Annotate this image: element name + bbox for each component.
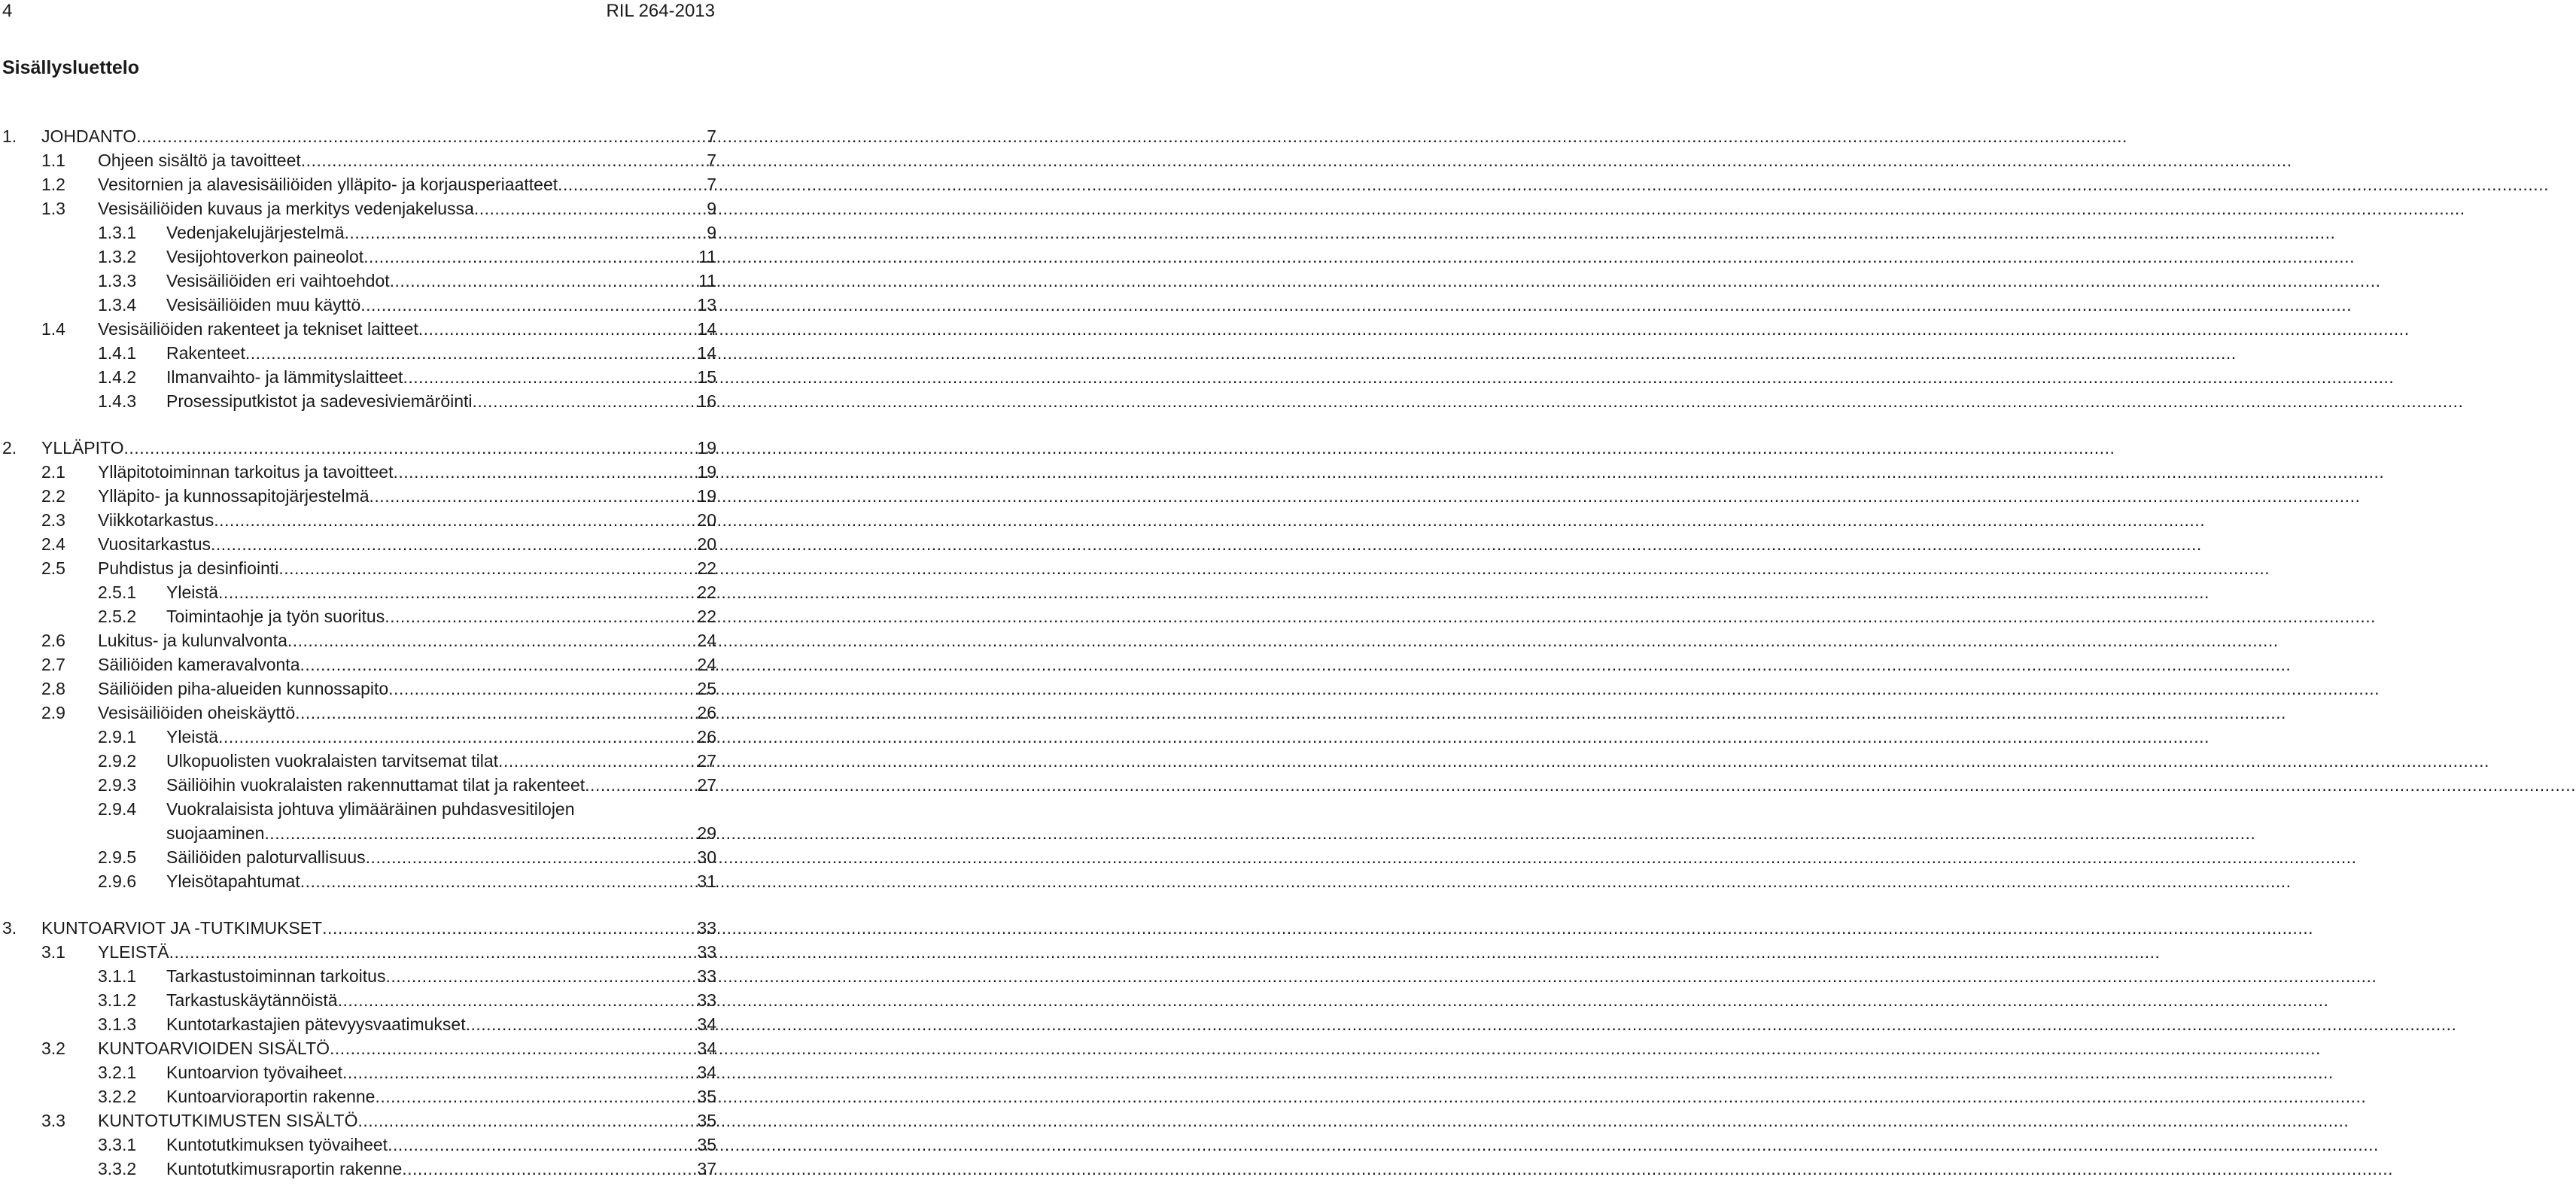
toc-entry [0, 581, 716, 605]
toc-entry-number: 1.3.2 [98, 247, 137, 266]
toc-entry-number: 2.9.3 [98, 775, 137, 795]
toc-entry-title: Vedenjakelujärjestelmä [166, 223, 345, 242]
dot-leader [214, 509, 696, 531]
toc-entry-number: 1.4 [41, 319, 65, 339]
toc-entry-number: 2.9.2 [98, 751, 137, 771]
toc-entry-page: 33 [697, 990, 716, 1010]
toc-entry-number: 3.1.2 [98, 990, 137, 1010]
dot-leader [585, 774, 696, 796]
dot-leader [498, 750, 696, 772]
toc-entry [0, 965, 716, 989]
toc-entry-title: Vesitornien ja alavesisäiliöiden ylläpito- ja korjausperiaatteet [98, 175, 558, 194]
toc-entry-page: 19 [697, 462, 716, 482]
toc-entry-title: Kuntotarkastajien pätevyysvaatimukset [166, 1014, 466, 1034]
toc-entry-page: 33 [697, 942, 716, 962]
toc-entry [0, 798, 716, 822]
toc-entry-page: 15 [697, 367, 716, 387]
dot-leader [245, 342, 697, 364]
toc-entry-title: Vuositarkastus [98, 534, 211, 554]
toc-entry-page: 19 [697, 438, 716, 458]
dot-leader [169, 941, 697, 963]
toc-entry [0, 989, 716, 1013]
toc-entry-page: 24 [697, 655, 716, 674]
toc-entry-title: Vesisäiliöiden eri vaihtoehdot [166, 271, 390, 290]
toc-entry-number: 2.1 [41, 462, 65, 482]
toc-entry-number: 2.5 [41, 558, 65, 578]
page-header [0, 0, 722, 23]
dot-leader [390, 269, 698, 292]
toc-entry-page: 11 [698, 271, 716, 290]
document-reference: RIL 264-2013 [606, 1, 715, 21]
toc-entry-title: Rakenteet [166, 343, 245, 363]
toc-entry [0, 557, 716, 581]
toc-entry-number: 2.9 [41, 703, 65, 722]
toc-entry-page: 34 [697, 1039, 716, 1058]
toc-entry [0, 870, 716, 894]
toc-entry [0, 125, 716, 149]
toc-entry-title: Vesisäiliöiden rakenteet ja tekniset laitteet [98, 319, 418, 339]
toc-entry [0, 1133, 716, 1157]
toc-entry-page: 7 [707, 151, 716, 170]
toc-entry-title: YLLÄPITO [41, 438, 124, 458]
toc-title: Sisällysluettelo [2, 57, 140, 78]
toc-entry-title: Viikkotarkastus [98, 510, 214, 530]
toc-entry-title: Kuntoarvioraportin rakenne [166, 1087, 376, 1106]
toc-entry-title: Yleistä [166, 727, 219, 747]
toc-entry-title: Säiliöiden piha-alueiden kunnossapito [98, 679, 389, 698]
toc-entry-number: 3.1.1 [98, 966, 137, 986]
toc-entry [0, 846, 716, 870]
toc-entry-number: 2. [2, 438, 17, 458]
toc-entry-title: Kuntoarvion työvaiheet [166, 1063, 342, 1082]
dot-leader [322, 917, 696, 939]
toc-entry-number: 3.2.1 [98, 1063, 137, 1082]
toc-entry-title: KUNTOARVIOT JA -TUTKIMUKSET [41, 918, 323, 938]
toc-entry [0, 461, 716, 485]
toc-entry-page: 20 [697, 510, 716, 530]
toc-entry-title: Ylläpito- ja kunnossapitojärjestelmä [98, 486, 370, 506]
toc-entry [0, 509, 716, 533]
toc-entry-page: 14 [697, 319, 716, 339]
toc-entry [0, 1157, 716, 1181]
toc-entry-page: 29 [697, 823, 716, 843]
toc-entry-number: 1.4.3 [98, 391, 137, 411]
toc-entry-number: 1. [2, 126, 17, 146]
toc-entry-number: 2.5.1 [98, 582, 137, 602]
toc-entry [0, 774, 716, 798]
dot-leader [300, 870, 697, 893]
dot-leader [388, 677, 696, 700]
toc-entry-continuation [0, 822, 716, 846]
dot-leader [287, 629, 697, 652]
dot-leader [418, 318, 697, 340]
dot-leader [473, 390, 697, 412]
toc-entry-number: 1.4.1 [98, 343, 137, 363]
toc-entry-title: Yleistä [166, 582, 219, 602]
toc-entry [0, 1085, 716, 1109]
dot-leader [136, 125, 706, 147]
toc-entry-page: 26 [697, 727, 716, 747]
toc-entry-number: 2.9.6 [98, 871, 137, 891]
toc-entry-page: 20 [697, 534, 716, 554]
dot-leader [300, 653, 697, 676]
dot-leader [338, 989, 697, 1011]
toc-entry-page: 7 [707, 175, 716, 194]
dot-leader [385, 965, 696, 987]
toc-entry-page: 9 [707, 223, 716, 242]
dot-leader [360, 293, 696, 316]
toc-entry [0, 390, 716, 414]
toc-entry [0, 605, 716, 629]
toc-entry-number: 1.3 [41, 199, 65, 218]
toc-entry-page: 22 [697, 607, 716, 626]
toc-entry [0, 917, 716, 941]
dot-leader [388, 1133, 696, 1156]
toc-entry [0, 701, 716, 725]
toc-entry-number: 3.1 [41, 942, 65, 962]
toc-entry-number: 2.8 [41, 679, 65, 698]
dot-leader [474, 197, 706, 220]
dot-leader [345, 221, 707, 244]
toc-entry [0, 173, 716, 197]
toc-entry [0, 269, 716, 293]
toc-entry-title: Tarkastuskäytännöistä [166, 990, 338, 1010]
toc-entry-number: 2.9.4 [98, 799, 137, 819]
dot-leader [218, 581, 696, 604]
toc-entry-title: YLEISTÄ [98, 942, 169, 962]
toc-entry-number: 3.3 [41, 1111, 65, 1130]
toc-entry-number: 1.1 [41, 151, 65, 170]
toc-entry-title: Kuntotutkimusraportin rakenne [166, 1159, 403, 1178]
toc-entry-page: 22 [697, 558, 716, 578]
toc-entry-page: 19 [697, 486, 716, 506]
toc-entry-title: KUNTOTUTKIMUSTEN SISÄLTÖ [98, 1111, 358, 1130]
toc-entry-title: Ylläpitotoiminnan tarkoitus ja tavoitteet [98, 462, 394, 482]
toc-entry-page: 14 [697, 343, 716, 363]
toc-entry-page: 33 [697, 966, 716, 986]
toc-entry-page: 13 [697, 295, 716, 315]
dot-leader [295, 701, 696, 724]
toc-entry-page: 30 [697, 847, 716, 867]
toc-entry [0, 725, 716, 750]
dot-leader [342, 1061, 696, 1084]
toc-entry-title: Vesisäiliöiden oheiskäyttö [98, 703, 296, 722]
toc-entry-number: 1.3.4 [98, 295, 137, 315]
toc-entry-page: 11 [698, 247, 716, 266]
toc-entry-number: 2.9.5 [98, 847, 137, 867]
dot-leader [363, 245, 698, 268]
toc-entry-title: Yleisötapahtumat [166, 871, 300, 891]
toc-entry-page: 24 [697, 631, 716, 650]
toc-entry-page: 34 [697, 1063, 716, 1082]
toc-entry-title: Ohjeen sisältö ja tavoitteet [98, 151, 301, 170]
toc-entry-page: 35 [697, 1135, 716, 1154]
toc-entry [0, 293, 716, 318]
toc-entry [0, 750, 716, 774]
toc-entry-page: 16 [697, 391, 716, 411]
toc-entry [0, 533, 716, 557]
toc-entry-page: 27 [697, 775, 716, 795]
toc-entry-number: 2.7 [41, 655, 65, 674]
toc-entry-number: 3. [2, 918, 17, 938]
dot-leader [278, 557, 696, 579]
toc-entry [0, 1013, 716, 1037]
toc-entry-number: 1.3.1 [98, 223, 137, 242]
toc-entry-title: Säiliöiden kameravalvonta [98, 655, 300, 674]
toc-entry-number: 2.5.2 [98, 607, 137, 626]
toc-entry-page: 34 [697, 1014, 716, 1034]
toc-entry [0, 366, 716, 390]
toc-entry-page: 35 [697, 1111, 716, 1130]
toc-entry [0, 318, 716, 342]
toc-entry [0, 342, 716, 366]
toc-entry-title: Säiliöiden paloturvallisuus [166, 847, 366, 867]
toc-entry-page: 26 [697, 703, 716, 722]
toc-entry-number: 3.2 [41, 1039, 65, 1058]
toc-entry-page: 31 [697, 871, 716, 891]
toc-entry-number: 1.4.2 [98, 367, 137, 387]
toc-entry-title: Lukitus- ja kulunvalvonta [98, 631, 287, 650]
toc-entry [0, 629, 716, 653]
toc-entry-page: 9 [707, 199, 716, 218]
dot-leader [264, 822, 696, 844]
toc-entry [0, 677, 716, 701]
toc-entry-title: Puhdistus ja desinfiointi [98, 558, 279, 578]
toc-entry-number: 1.3.3 [98, 271, 137, 290]
toc-entry-number: 3.2.2 [98, 1087, 137, 1106]
toc-entry [0, 221, 716, 245]
toc-entry-title: Tarkastustoiminnan tarkoitus [166, 966, 386, 986]
toc-entry-number: 3.3.2 [98, 1159, 137, 1178]
toc-entry-number: 3.3.1 [98, 1135, 137, 1154]
dot-leader [301, 149, 706, 172]
dot-leader [466, 1013, 697, 1035]
toc-entry-title: Kuntotutkimuksen työvaiheet [166, 1135, 388, 1154]
toc-entry [0, 1037, 716, 1061]
dot-leader [558, 173, 706, 196]
dot-leader [385, 605, 696, 628]
toc-entry [0, 485, 716, 509]
dot-leader [402, 1157, 696, 1180]
toc-entry [0, 436, 716, 461]
toc-entry-number: 2.3 [41, 510, 65, 530]
toc-entry-number: 2.2 [41, 486, 65, 506]
dot-leader [218, 725, 696, 748]
toc-entry [0, 1061, 716, 1085]
dot-leader [394, 461, 697, 483]
dot-leader [366, 846, 697, 868]
toc-entry-number: 2.9.1 [98, 727, 137, 747]
toc-entry-title: Vuokralaisista johtuva ylimääräinen puhdasvesitilojen [166, 799, 575, 819]
toc-entry-page: 27 [697, 751, 716, 771]
dot-leader [211, 533, 696, 555]
toc-entry [0, 197, 716, 221]
toc-entry [0, 149, 716, 173]
toc-entry-title: Vesijohtoverkon paineolot [166, 247, 364, 266]
dot-leader [330, 1037, 696, 1060]
toc-entry [0, 245, 716, 269]
toc-entry-number: 2.4 [41, 534, 65, 554]
dot-leader [370, 485, 697, 507]
toc-entry-title: KUNTOARVIOIDEN SISÄLTÖ [98, 1039, 330, 1058]
toc-entry-title: Ulkopuolisten vuokralaisten tarvitsemat tilat [166, 751, 499, 771]
toc-entry-number: 1.2 [41, 175, 65, 194]
toc-entry-title-continuation: suojaaminen [166, 823, 265, 843]
toc-entry-title: Säiliöihin vuokralaisten rakennuttamat tilat ja rakenteet [166, 775, 585, 795]
dot-leader [357, 1109, 696, 1132]
toc-entry-page: 22 [697, 582, 716, 602]
toc-entry-title: Vesisäiliöiden kuvaus ja merkitys vedenjakelussa [98, 199, 474, 218]
toc-entry-number: 2.6 [41, 631, 65, 650]
dot-leader [403, 366, 696, 388]
toc-entry-title: Toimintaohje ja työn suoritus [166, 607, 385, 626]
toc-entry-title: Vesisäiliöiden muu käyttö [166, 295, 361, 315]
toc-entry [0, 1109, 716, 1133]
toc-entry-page: 7 [707, 126, 716, 146]
toc-entry-page: 35 [697, 1087, 716, 1106]
toc-entry [0, 941, 716, 965]
toc-entry-page: 37 [697, 1159, 716, 1178]
toc-entry-page: 33 [697, 918, 716, 938]
toc-entry-number: 3.1.3 [98, 1014, 137, 1034]
toc-entry-title: JOHDANTO [41, 126, 137, 146]
page-number: 4 [2, 1, 13, 21]
toc-entry-title: Ilmanvaihto- ja lämmityslaitteet [166, 367, 403, 387]
toc-entry-title: Prosessiputkistot ja sadevesiviemäröinti [166, 391, 473, 411]
dot-leader [124, 436, 697, 459]
toc-entry [0, 653, 716, 677]
dot-leader [375, 1085, 696, 1108]
toc-entry-page: 25 [697, 679, 716, 698]
